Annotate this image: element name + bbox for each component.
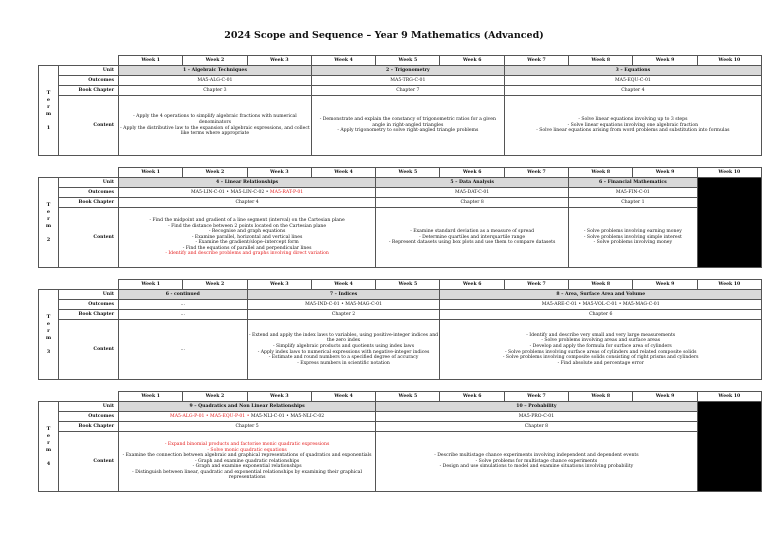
- unit-10-content: - Describe multistage chance experiments involving independent and dependent events - Solve problems for multistage chance experiments - Design and use simulations to model and examine situations involving probability: [376, 432, 697, 492]
- unit-4-name: 4 – Linear Relationships: [119, 178, 376, 188]
- row-label-unit: Unit: [59, 66, 119, 76]
- unit-6-name: 6 – Financial Mathematics: [569, 178, 698, 188]
- term-4-table: [38, 391, 761, 492]
- week-3-header: Week 3: [247, 392, 311, 402]
- row-label-unit: Unit: [59, 402, 119, 412]
- week-1-header: Week 1: [119, 280, 183, 290]
- unit-2-name: 2 – Trigonometry: [311, 66, 504, 76]
- week-9-header: Week 9: [633, 392, 697, 402]
- row-label-content: Content: [59, 208, 119, 268]
- week-2-header: Week 2: [183, 168, 247, 178]
- unit-6-chapter: Chapter 1: [569, 198, 698, 208]
- unit-1-content: - Apply the 4 operations to simplify algebraic fractions with numerical denominators - Apply the distributive law to the expansion of algebraic expressions, and collect like terms where appropriate: [119, 96, 312, 156]
- unit-9-name: 9 – Quadratics and Non Linear Relationships: [119, 402, 376, 412]
- unit-9-chapter: Chapter 5: [119, 422, 376, 432]
- week-3-header: Week 3: [247, 56, 311, 66]
- unit-5-outcomes: MA5-DAT-C-01: [376, 188, 569, 198]
- unit-9-content: - Expand binomial products and factorise monic quadratic expressions - Solve monic quadratic equations - Examine the connection between algebraic and graphical representations of quadratics and exponentials - Graph and examine quadratic relationships - Graph and examine exponential relationships - Distinguish between linear, quadratic and exponential relationships by examining their graphical representations: [119, 432, 376, 492]
- unit-1-name: 1 – Algebraic Techniques: [119, 66, 312, 76]
- row-label-book-chapter: Book Chapter: [59, 422, 119, 432]
- week-8-header: Week 8: [569, 392, 633, 402]
- unit-7-chapter: Chapter 2: [247, 310, 440, 320]
- week-10-blackout: [697, 178, 761, 268]
- term-1-table: [38, 55, 761, 156]
- row-label-unit: Unit: [59, 178, 119, 188]
- week-7-header: Week 7: [504, 392, 568, 402]
- week-2-header: Week 2: [183, 280, 247, 290]
- week-6-header: Week 6: [440, 280, 504, 290]
- week-8-header: Week 8: [569, 168, 633, 178]
- week-4-header: Week 4: [311, 280, 375, 290]
- week-10-header: Week 10: [697, 56, 761, 66]
- unit-6-continued-chapter: ...: [119, 310, 248, 320]
- week-1-header: Week 1: [119, 168, 183, 178]
- row-label-outcomes: Outcomes: [59, 412, 119, 422]
- unit-4-chapter: Chapter 4: [119, 198, 376, 208]
- unit-9-outcomes: MA5-ALG-P-01 • MA5-EQU-P-01 • MA5-NLI-C-01 • MA5-NLI-C-02: [119, 412, 376, 422]
- unit-4-outcomes: MA5-LIN-C-01 • MA5-LIN-C-02 • MA5-RAT-P-01: [119, 188, 376, 198]
- row-label-book-chapter: Book Chapter: [59, 310, 119, 320]
- term-3-label: T e r m 3: [39, 290, 59, 380]
- week-5-header: Week 5: [376, 168, 440, 178]
- week-2-header: Week 2: [183, 392, 247, 402]
- unit-3-name: 3 – Equations: [504, 66, 761, 76]
- week-4-header: Week 4: [311, 168, 375, 178]
- unit-8-name: 8 – Area, Surface Area and Volume: [440, 290, 761, 300]
- row-label-outcomes: Outcomes: [59, 300, 119, 310]
- row-label-content: Content: [59, 432, 119, 492]
- week-5-header: Week 5: [376, 392, 440, 402]
- row-label-content: Content: [59, 320, 119, 380]
- week-4-header: Week 4: [311, 392, 375, 402]
- unit-3-outcomes: MA5-EQU-C-01: [504, 76, 761, 86]
- unit-3-chapter: Chapter 4: [504, 86, 761, 96]
- unit-8-content: - Identify and describe very small and very large measurements - Solve problems involving areas and surface areas - Develop and apply the formula for surface area of cylinders - Solve problems involving surface areas of cylinders and related composite solids - Solve problems involving composite solids consisting of right prisms and cylinders - Find absolute and percentage error: [440, 320, 761, 380]
- unit-10-outcomes: MA5-PRO-C-01: [376, 412, 697, 422]
- week-10-blackout: [697, 402, 761, 492]
- unit-6-continued-name: 6 - continued: [119, 290, 248, 300]
- unit-8-chapter: Chapter 6: [440, 310, 761, 320]
- week-7-header: Week 7: [504, 56, 568, 66]
- unit-5-chapter: Chapter 8: [376, 198, 569, 208]
- unit-8-outcomes: MA5-ARE-C-01 • MA5-VOL-C-01 • MA5-MAG-C-01: [440, 300, 761, 310]
- row-label-outcomes: Outcomes: [59, 188, 119, 198]
- unit-5-name: 5 – Data Analysis: [376, 178, 569, 188]
- page-title: 2024 Scope and Sequence – Year 9 Mathematics (Advanced): [224, 30, 544, 41]
- week-10-header: Week 10: [697, 392, 761, 402]
- unit-6-continued-outcomes: ...: [119, 300, 248, 310]
- unit-10-name: 10 – Probability: [376, 402, 697, 412]
- week-1-header: Week 1: [119, 392, 183, 402]
- unit-6-continued-content: ...: [119, 320, 248, 380]
- unit-2-outcomes: MA5-TRG-C-01: [311, 76, 504, 86]
- unit-4-content: - Find the midpoint and gradient of a line segment (interval) on the Cartesian plane - Find the distance between 2 points located on the Cartesian plane - Recognise and graph equations - Examine parallel, horizontal and vertical lines - Examine the gradient/slope–intercept form - Find the equations of parallel and perpendicular lines - Identify and describe problems and graphs involving direct variation: [119, 208, 376, 268]
- week-6-header: Week 6: [440, 56, 504, 66]
- unit-1-chapter: Chapter 3: [119, 86, 312, 96]
- week-8-header: Week 8: [569, 56, 633, 66]
- unit-7-name: 7 – Indices: [247, 290, 440, 300]
- week-5-header: Week 5: [376, 280, 440, 290]
- week-6-header: Week 6: [440, 168, 504, 178]
- week-3-header: Week 3: [247, 280, 311, 290]
- unit-7-outcomes: MA5-IND-C-01 • MA5-MAG-C-01: [247, 300, 440, 310]
- row-label-book-chapter: Book Chapter: [59, 86, 119, 96]
- week-9-header: Week 9: [633, 280, 697, 290]
- week-10-header: Week 10: [697, 280, 761, 290]
- term-2-label: T e r m 2: [39, 178, 59, 268]
- week-7-header: Week 7: [504, 280, 568, 290]
- row-label-content: Content: [59, 96, 119, 156]
- term-2-table: [38, 167, 761, 268]
- week-10-header: Week 10: [697, 168, 761, 178]
- unit-6-outcomes: MA5-FIN-C-01: [569, 188, 698, 198]
- week-5-header: Week 5: [376, 56, 440, 66]
- week-7-header: Week 7: [504, 168, 568, 178]
- week-3-header: Week 3: [247, 168, 311, 178]
- unit-3-content: - Solve linear equations involving up to 3 steps - Solve linear equations involving one algebraic fraction - Solve linear equations arising from word problems and substitution into formulas: [504, 96, 761, 156]
- row-label-unit: Unit: [59, 290, 119, 300]
- unit-2-content: - Demonstrate and explain the constancy of trigonometric ratios for a given angle in right-angled triangles - Apply trigonometry to solve right-angled triangle problems: [311, 96, 504, 156]
- week-4-header: Week 4: [311, 56, 375, 66]
- week-1-header: Week 1: [119, 56, 183, 66]
- term-1-label: T e r m 1: [39, 66, 59, 156]
- week-9-header: Week 9: [633, 168, 697, 178]
- term-4-label: T e r m 4: [39, 402, 59, 492]
- row-label-book-chapter: Book Chapter: [59, 198, 119, 208]
- row-label-outcomes: Outcomes: [59, 76, 119, 86]
- week-2-header: Week 2: [183, 56, 247, 66]
- unit-5-content: - Examine standard deviation as a measure of spread - Determine quartiles and interquartile range - Represent datasets using box plots and use them to compare datasets: [376, 208, 569, 268]
- unit-10-chapter: Chapter 8: [376, 422, 697, 432]
- unit-6-content: - Solve problems involving earning money - Solve problems involving simple interest - Solve problems involving money: [569, 208, 698, 268]
- week-6-header: Week 6: [440, 392, 504, 402]
- unit-7-content: - Extend and apply the index laws to variables, using positive-integer indices and the zero index - Simplify algebraic products and quotients using index laws - Apply index laws to numerical expressions with negative-integer indices - Estimate and round numbers to a specified degree of accuracy - Express numbers in scientific notation: [247, 320, 440, 380]
- unit-2-chapter: Chapter 7: [311, 86, 504, 96]
- unit-1-outcomes: MA5-ALG-C-01: [119, 76, 312, 86]
- term-3-table: [38, 279, 761, 380]
- week-8-header: Week 8: [569, 280, 633, 290]
- week-9-header: Week 9: [633, 56, 697, 66]
